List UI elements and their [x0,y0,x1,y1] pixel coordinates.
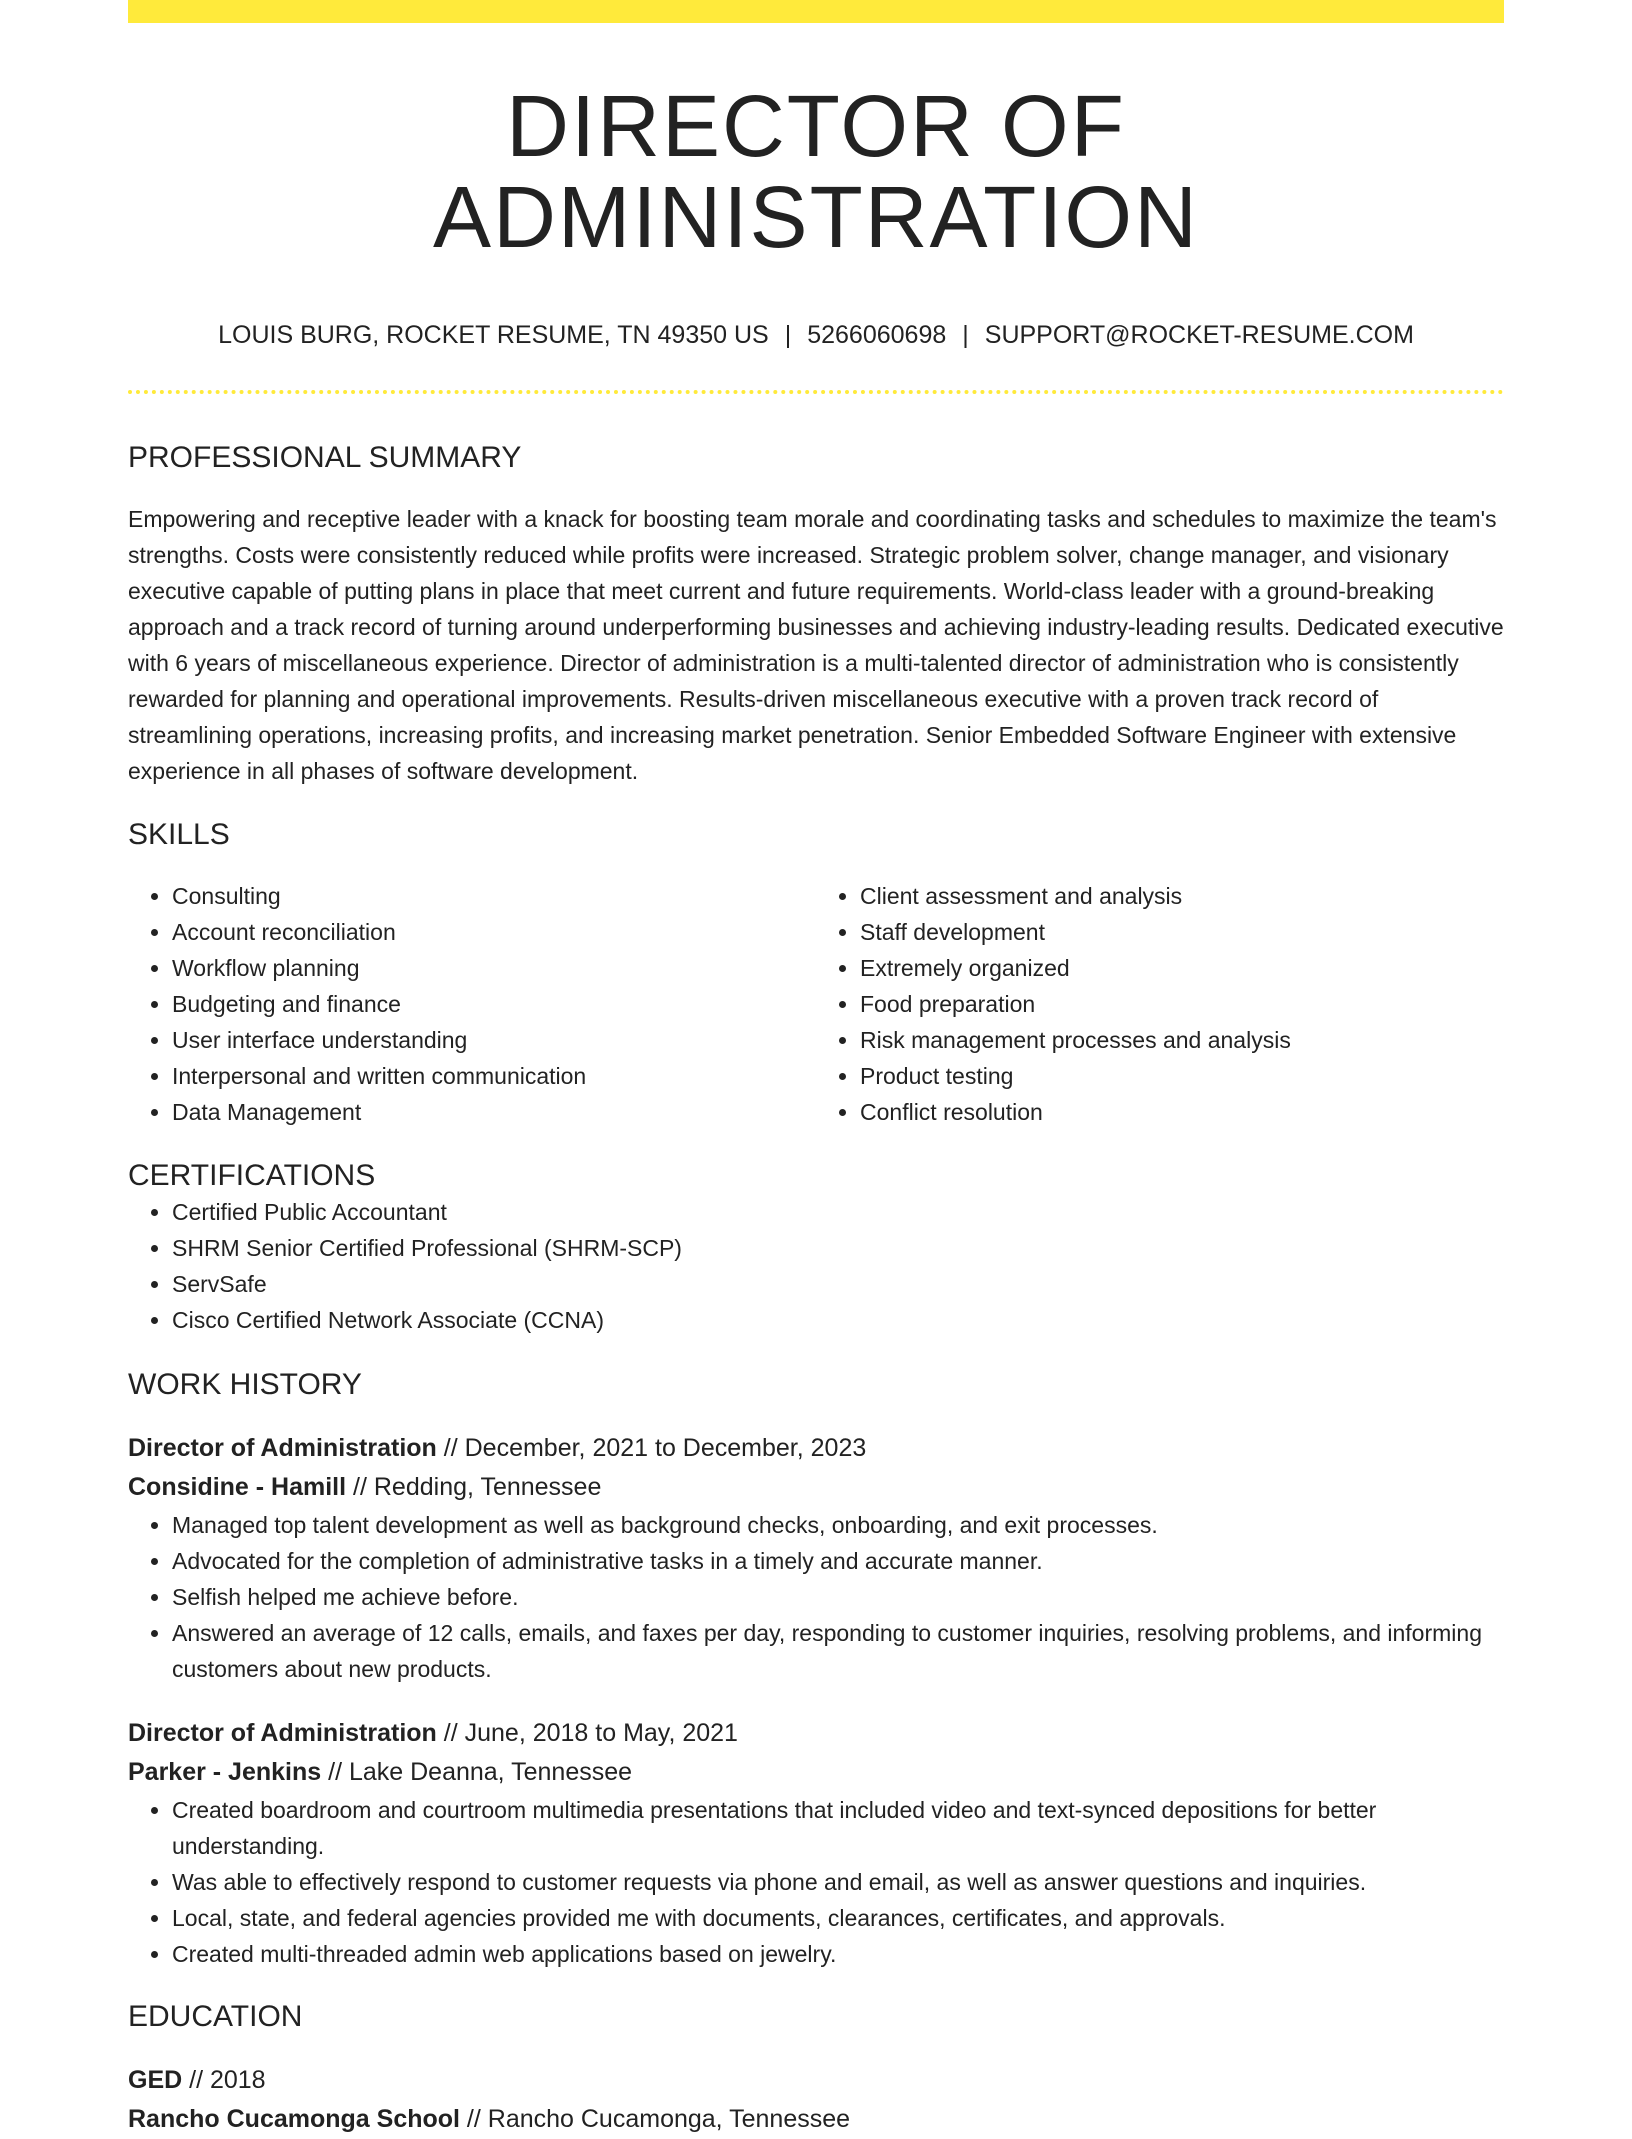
list-item: • ServSafe [172,1266,1504,1302]
list-item: • Advocated for the completion of administrative tasks in a timely and accurate manner. [172,1543,1504,1579]
list-item: • Cisco Certified Network Associate (CCNA) [172,1302,1504,1338]
list-item: • Client assessment and analysis [860,878,1504,914]
summary-heading: PROFESSIONAL SUMMARY [128,440,522,474]
education-heading: EDUCATION [128,1999,303,2033]
job-title-line [128,1714,1504,1753]
job-location: // Lake Deanna, Tennessee [321,1757,633,1786]
certifications-list [128,1194,1504,1338]
job-company-line [128,1753,1504,1792]
list-item: • Consulting [172,878,816,914]
contact-address: LOUIS BURG, ROCKET RESUME, TN 49350 US [218,320,769,349]
education-degree: GED [128,2065,183,2094]
job-company: Parker - Jenkins [128,1757,322,1786]
education-school: Rancho Cucamonga School [128,2104,460,2133]
skills-list-left [128,878,816,1130]
list-item: • Selfish helped me achieve before. [172,1579,1504,1615]
work-history-heading: WORK HISTORY [128,1367,362,1401]
list-item: • Risk management processes and analysis [860,1022,1504,1058]
job-entry [128,1714,1504,1972]
list-item: • Created multi-threaded admin web applications based on jewelry. [172,1936,1504,1972]
job-location: // Redding, Tennessee [346,1472,602,1501]
education-degree-line [128,2061,1504,2100]
resume-title: DIRECTOR OF ADMINISTRATION [433,78,1199,267]
list-item: • Extremely organized [860,950,1504,986]
job-company-line [128,1468,1504,1507]
job-dates: // December, 2021 to December, 2023 [436,1433,867,1462]
job-dates: // June, 2018 to May, 2021 [436,1718,738,1747]
contact-line [128,320,1504,350]
contact-separator: | [784,320,792,349]
education-year: // 2018 [182,2065,266,2094]
job-title: Director of Administration [128,1718,437,1747]
list-item: • Workflow planning [172,950,816,986]
job-title-line [128,1429,1504,1468]
job-title: Director of Administration [128,1433,437,1462]
contact-separator: | [962,320,969,349]
list-item: • Staff development [860,914,1504,950]
job-bullets [128,1792,1504,1972]
summary-text: Empowering and receptive leader with a knack for boosting team morale and coordinating tasks and schedules to maximize the team's strengths. Costs were consistently reduced while profits were increased. Strategic problem solver, change manager, and visionary executive capable of putting plans in place that meet current and future requirements. World-class leader with a ground-breaking approach and a track record of turning around underperforming businesses and achieving industry-leading results. Dedicated executive with 6 years of miscellaneous experience. Director of administration is a multi-talented director of administration who is consistently rewarded for planning and operational improvements. Results-driven miscellaneous executive with a proven track record of streamlining operations, increasing profits, and increasing market penetration. Senior Embedded Software Engineer with extensive experience in all phases of software development. [128,505,1504,784]
job-company: Considine - Hamill [128,1472,347,1501]
list-item: • Interpersonal and written communication [172,1058,816,1094]
job-entry [128,1429,1504,1687]
skills-columns [128,878,1504,1130]
list-item: • Budgeting and finance [172,986,816,1022]
contact-email: SUPPORT@ROCKET-RESUME.COM [984,320,1414,349]
list-item: • Conflict resolution [860,1094,1504,1130]
job-bullets [128,1507,1504,1687]
list-item: • Product testing [860,1058,1504,1094]
skills-heading: SKILLS [128,817,230,851]
list-item: • Data Management [172,1094,816,1130]
list-item: • Account reconciliation [172,914,816,950]
skills-list-right [816,878,1504,1130]
list-item: • Managed top talent development as well as background checks, onboarding, and exit processes. [172,1507,1504,1543]
list-item: • Answered an average of 12 calls, emails, and faxes per day, responding to customer inquiries, resolving problems, and informing customers about new products. [172,1615,1504,1687]
list-item: • Local, state, and federal agencies provided me with documents, clearances, certificates, and approvals. [172,1900,1504,1936]
education-entry [128,2061,1504,2139]
certifications-heading: CERTIFICATIONS [128,1158,376,1192]
contact-phone: 5266060698 [807,320,947,349]
list-item: • Certified Public Accountant [172,1194,1504,1230]
education-school-line [128,2100,1504,2139]
list-item: • Food preparation [860,986,1504,1022]
list-item: • Created boardroom and courtroom multimedia presentations that included video and text-synced depositions for better understanding. [172,1792,1504,1864]
top-accent-bar [128,0,1504,23]
education-location: // Rancho Cucamonga, Tennessee [459,2104,851,2133]
header-divider [128,390,1504,394]
resume-page [128,0,1504,2139]
list-item: • Was able to effectively respond to customer requests via phone and email, as well as answer questions and inquiries. [172,1864,1504,1900]
list-item: • SHRM Senior Certified Professional (SHRM-SCP) [172,1230,1504,1266]
list-item: • User interface understanding [172,1022,816,1058]
